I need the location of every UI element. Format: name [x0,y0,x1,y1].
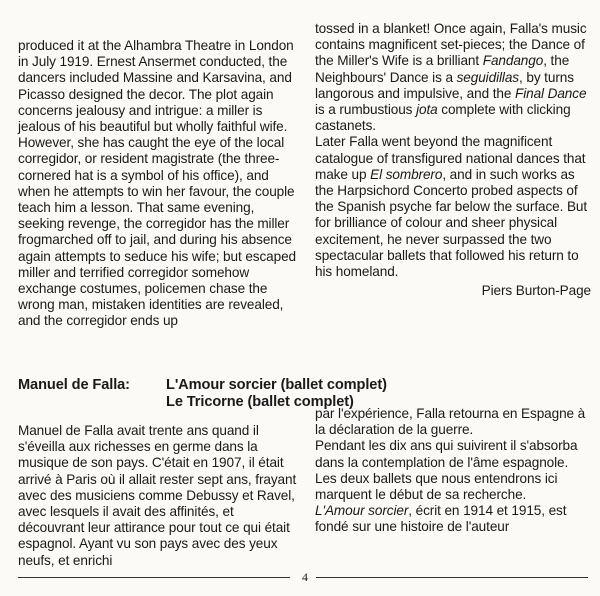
italic-term: Fandango [482,53,544,69]
text-run: , and in such works as the Harpsichord Concerto probed aspects of the Spanish psyche far below the surface. But for brilliance of colour and sheer physical excitement, he never surpassed the two spectacular ballets that followed his return to his homeland. [315,166,588,280]
french-paragraph [315,503,591,535]
french-text-left-column [18,423,303,569]
french-paragraph: Pendant les dix ans qui suivirent il s'absorba dans la contemplation de l'âme espagnole. Les deux ballets que nous entendrons ici marquent le début de sa recherche. [315,438,578,503]
footer-rule-left [18,577,290,578]
italic-term: seguidillas [456,69,519,85]
author-signature: Piers Burton-Page [481,283,591,299]
page-footer [18,570,588,584]
text-run: tossed in a blanket! Once again, Falla's music contains magnificent set-pieces; the Dance of the Miller's Wife is a brilliant [315,21,587,69]
text-run: complete with clicking castanets. [315,102,571,134]
text-run: Later Falla went beyond the magnificent catalogue of transfigured national dances that make up [315,134,586,182]
work-title: L'Amour sorcier (ballet complet) [166,377,387,393]
english-text-right-column [315,21,591,299]
heading-row [18,377,578,394]
text-run: , écrit en 1914 et 1915, est fondé sur une histoire de l'auteur [315,503,567,535]
english-paragraph [315,21,591,134]
italic-term: Final Dance [514,85,587,101]
work-title: Le Tricorne (ballet complet) [166,394,354,410]
french-paragraph: par l'expérience, Falla retourna en Espagne à la déclaration de la guerre. [315,406,586,438]
text-run: , the Neighbours' Dance is a [315,53,570,85]
italic-term: jota [416,102,438,118]
page-number: 4 [302,570,308,584]
english-paragraph: produced it at the Alhambra Theatre in London in July 1919. Ernest Ansermet conducted, the dancers included Massine and Karsavina, and Picasso designed the decor. The plot again concerns jealousy and intrigue: a miller is jealous of his beautiful but wholly faithful wife. However, she has caught the eye of the local corregidor, or resident magistrate (the three-cornered hat is a symbol of his office), and when he attempts to win her favour, the couple teach him a lesson. That same evening, seeking revenge, the corregidor has the miller frogmarched off to jail, and during his absence again attempts to seduce his wife; but escaped miller and terrified corregidor somehow exchange costumes, policemen chase the wrong man, mistaken identities are revealed, and the corregidor ends up [18,38,297,329]
text-run: is a rumbustious [315,102,417,118]
french-text-right-column [315,406,591,536]
italic-term: El sombrero [370,166,443,182]
french-paragraph: Manuel de Falla avait trente ans quand il s'éveilla aux richesses en germe dans la musique de son pays. C'était en 1907, il était arrivé à Paris où il allait rester sept ans, frayant avec des musiciens comme Debussy et Ravel, avec lesquels il avait des affinités, et découvrant leur attirance pour tout ce qui était espagnol. Ayant vu son pays avec des yeux neufs, et enrichi [18,423,297,568]
english-text-left-column [18,38,300,330]
footer-rule-right [316,577,588,578]
italic-title: L'Amour sorcier [315,503,409,519]
composer-name: Manuel de Falla: [18,377,130,393]
english-paragraph [315,134,591,280]
text-run: , by turns langorous and impulsive, and the [315,69,574,101]
